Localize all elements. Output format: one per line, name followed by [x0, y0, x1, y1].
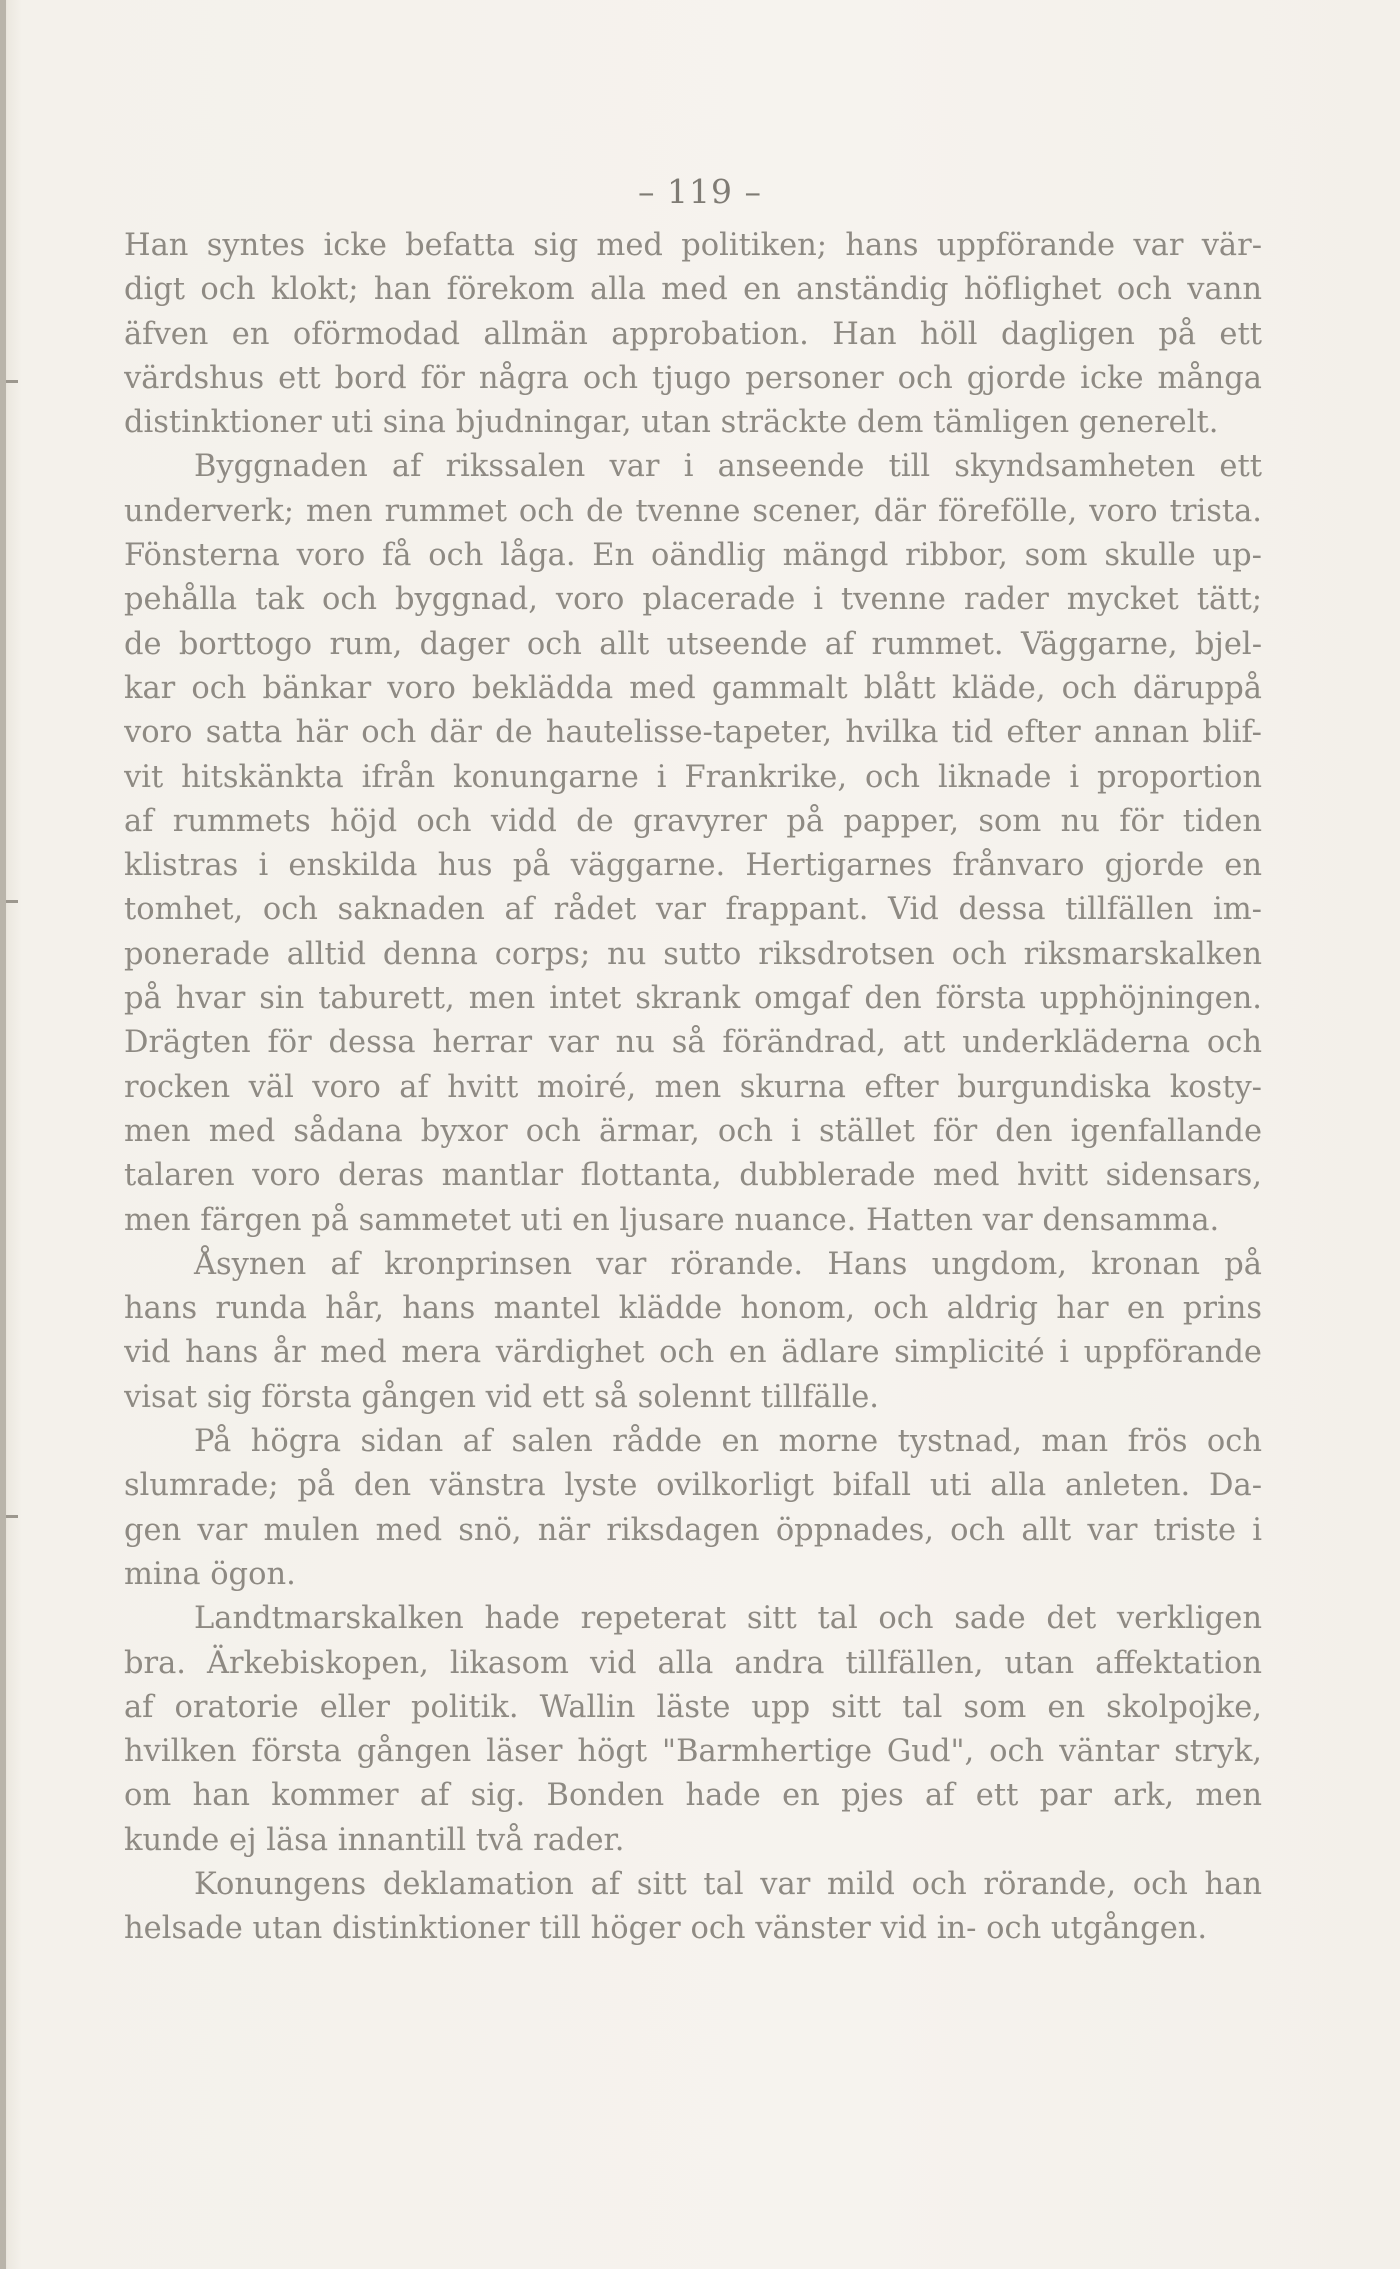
text-line: Åsynen af kronprinsen var rörande. Hans ungdom, kronan på	[194, 1246, 1262, 1282]
text-line: talaren voro deras mantlar flottanta, dubblerade med hvitt sidensars,	[124, 1158, 1262, 1194]
page-binding-edge	[0, 0, 6, 2269]
text-line: Landtmarskalken hade repeterat sitt tal och sade det verkligen	[194, 1601, 1262, 1637]
edge-mark	[6, 900, 18, 903]
text-line: Fönsterna voro få och låga. En oändlig mängd ribbor, som skulle up-	[124, 538, 1262, 574]
text-line: vit hitskänkta ifrån konungarne i Frankrike, och liknade i proportion	[124, 759, 1262, 795]
text-line: på hvar sin taburett, men intet skrank omgaf den första upphöjningen.	[124, 981, 1262, 1017]
text-line: men med sådana byxor och ärmar, och i stället för den igenfallande	[124, 1113, 1262, 1149]
page-number: – 119 –	[638, 172, 762, 211]
text-line: gen var mulen med snö, när riksdagen öppnades, och allt var triste i	[124, 1512, 1262, 1548]
text-line: digt och klokt; han förekom alla med en anständig höflighet och vann	[124, 272, 1262, 308]
text-line: visat sig första gången vid ett så solennt tillfälle.	[124, 1379, 879, 1415]
text-line: men färgen på sammetet uti en ljusare nuance. Hatten var densamma.	[124, 1202, 1220, 1238]
text-line: kunde ej läsa innantill två rader.	[124, 1822, 625, 1858]
text-line: rocken väl voro af hvitt moiré, men skurna efter burgundiska kosty-	[124, 1069, 1262, 1105]
text-line: mina ögon.	[124, 1556, 296, 1592]
text-line: klistras i enskilda hus på väggarne. Hertigarnes frånvaro gjorde en	[124, 848, 1262, 884]
text-line: de borttogo rum, dager och allt utseende af rummet. Väggarne, bjel-	[124, 626, 1262, 662]
text-line: helsade utan distinktioner till höger och vänster vid in- och utgången.	[124, 1911, 1208, 1947]
text-line: underverk; men rummet och de tvenne scener, där förefölle, voro trista.	[124, 493, 1262, 529]
text-line: Drägten för dessa herrar var nu så förändrad, att underkläderna och	[124, 1025, 1262, 1061]
edge-mark	[6, 380, 18, 383]
text-line: om han kommer af sig. Bonden hade en pjes af ett par ark, men	[124, 1778, 1262, 1814]
text-line: Konungens deklamation af sitt tal var mild och rörande, och han	[194, 1866, 1262, 1902]
text-line: hans runda hår, hans mantel klädde honom, och aldrig har en prins	[124, 1291, 1262, 1327]
text-line: hvilken första gången läser högt "Barmhertige Gud", och väntar stryk,	[124, 1734, 1262, 1770]
text-line: ponerade alltid denna corps; nu sutto riksdrotsen och riksmarskalken	[124, 936, 1262, 972]
text-line: tomhet, och saknaden af rådet var frappant. Vid dessa tillfällen im-	[124, 892, 1262, 928]
text-line: slumrade; på den vänstra lyste ovilkorligt bifall uti alla anleten. Da-	[124, 1468, 1262, 1504]
text-line: af oratorie eller politik. Wallin läste upp sitt tal som en skolpojke,	[124, 1689, 1262, 1725]
text-line: af rummets höjd och vidd de gravyrer på papper, som nu för tiden	[124, 803, 1262, 839]
text-line: kar och bänkar voro beklädda med gammalt blått kläde, och däruppå	[124, 670, 1262, 706]
edge-mark	[6, 1515, 18, 1518]
text-line: distinktioner uti sina bjudningar, utan sträckte dem tämligen generelt.	[124, 405, 1219, 441]
text-line: vid hans år med mera värdighet och en ädlare simplicité i uppförande	[124, 1335, 1262, 1371]
text-line: voro satta här och där de hautelisse-tapeter, hvilka tid efter annan blif-	[124, 715, 1262, 751]
text-line: Byggnaden af rikssalen var i anseende till skyndsamheten ett	[194, 449, 1262, 485]
text-line: bra. Ärkebiskopen, likasom vid alla andra tillfällen, utan affektation	[124, 1645, 1262, 1681]
text-line: På högra sidan af salen rådde en morne tystnad, man frös och	[194, 1424, 1262, 1460]
body-text	[124, 224, 1262, 1952]
text-line: äfven en oförmodad allmän approbation. Han höll dagligen på ett	[124, 316, 1262, 352]
text-line: pehålla tak och byggnad, voro placerade i tvenne rader mycket tätt;	[124, 582, 1262, 618]
text-line: värdshus ett bord för några och tjugo personer och gjorde icke många	[124, 360, 1262, 396]
text-line: Han syntes icke befatta sig med politiken; hans uppförande var vär-	[124, 228, 1262, 263]
